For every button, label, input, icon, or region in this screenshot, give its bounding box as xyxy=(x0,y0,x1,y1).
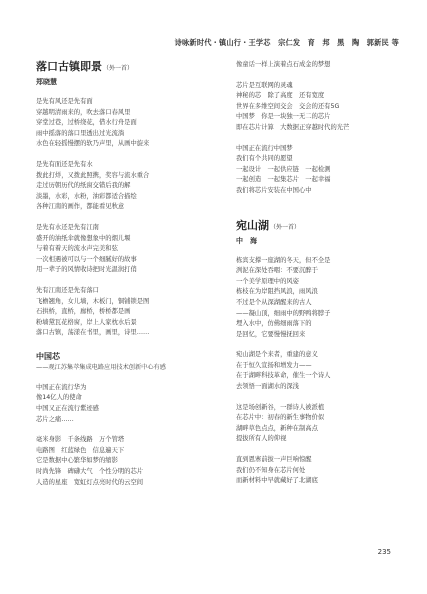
poem-line: 中国梦 你是一块独一无二的芯片 xyxy=(236,113,331,121)
stanza xyxy=(236,144,406,197)
running-header: 诗咏新时代・镇山行・王学芯 宗仁发 育 邦 黑 陶 郭新民 等 xyxy=(174,38,399,47)
poem-line: 世界在多维空间交会 交会的还有5G xyxy=(236,102,340,110)
poem-line: 像14亿人的使命 xyxy=(36,394,82,402)
poem-line: 中国又正在流行紫迹感 xyxy=(36,405,99,413)
poem-line: 毫米身影 千条线路 万个管塔 xyxy=(36,436,125,444)
poem-line: 它是数据中心繁华如梦的缩影 xyxy=(36,457,118,465)
poem-subtitle: ——观江苏集萃集成电路应用技术创新中心有感 xyxy=(36,363,166,371)
poem-line: 在于湖畔科技革命，催生一个诗人 xyxy=(236,372,331,380)
poem-line: 拨此打烊，又拨此照携，奖容与流水重合 xyxy=(36,171,150,179)
poem-line: ——凝山顶，细雨中的野鸭将脖子 xyxy=(236,309,331,317)
poem-line: 盛开的油纸伞就像想象中的烟儿堰 xyxy=(36,234,131,242)
poem-title-text: 宛山湖 xyxy=(236,218,269,232)
stanza xyxy=(36,383,206,425)
poem-author: 中 海 xyxy=(236,236,257,245)
poem-china-chip xyxy=(36,351,206,488)
poem-line: 先有江南还是先有落口 xyxy=(36,286,99,294)
stanza xyxy=(36,97,206,150)
poem-line: 是先有面还是先有水 xyxy=(36,160,93,168)
poem-line: 飞檐翘角，女儿墙，木板门，铜铺锁是图 xyxy=(36,297,150,305)
poem-line: 粉墙黛瓦花格窗，岸上人家枕水后景 xyxy=(36,318,137,326)
poem-line: 电路图 红蓝绿色 信息遍天下 xyxy=(36,446,125,454)
poem-line: 提拔所有人的仰视 xyxy=(236,435,287,443)
poem-luokou xyxy=(36,60,206,339)
poem-line: 各种江南的画作，都能看见秋意 xyxy=(36,203,125,211)
poem-title-text: 落口古镇即景 xyxy=(36,60,102,73)
poem-line: 是回忆，它要慢慢抚回来 xyxy=(236,330,306,338)
poem-line: 我们有个共同的愿望 xyxy=(236,155,293,163)
poem-line: 我们将芯片安装在中国心中 xyxy=(236,186,312,194)
poem-title xyxy=(236,219,406,235)
right-column xyxy=(236,60,406,487)
poem-line: 不过是个从深湖醒来的古人 xyxy=(236,298,312,306)
poem-line: 而新材料中早就藏好了北湖底 xyxy=(236,477,318,485)
poem-line: 时尚先锋 碑礴大气 个性分明的芯片 xyxy=(36,468,144,476)
poem-line: 直到恩寨前拔一声巨响惊醒 xyxy=(236,456,312,464)
poem-line: 穿越明清雨来的，吹去落口春风里 xyxy=(36,108,131,116)
poem-title xyxy=(36,60,206,76)
poem-line: 湖畔草色点点，新种在制高点 xyxy=(236,424,318,432)
poem-line: 水色在轻摇慢摆的软乃声里，从画中旋来 xyxy=(36,140,150,148)
poem-line: 用一辈子的风情收诗把时光温润打俏 xyxy=(36,266,137,274)
poem-china-chip-continued xyxy=(236,60,406,197)
poem-wanshan-lake xyxy=(236,219,406,487)
poem-line: 栋枝在为岸阻挡风浪，雨风浪 xyxy=(236,288,318,296)
stanza xyxy=(236,403,406,445)
stanza xyxy=(236,350,406,392)
poem-line: 雨中摇落的落口里透出过光流淌 xyxy=(36,129,125,137)
stanza xyxy=(236,81,406,134)
stanza xyxy=(36,223,206,276)
poem-line: 中国正在流行中国梦 xyxy=(236,144,293,152)
poem-line: 石拱桥，直桥，廊桥，桥桥都是画 xyxy=(36,308,131,316)
stanza xyxy=(36,286,206,339)
poem-line: 一起创造 一起集芯片 一起幸福 xyxy=(236,176,331,184)
poem-author: 郑晓慧 xyxy=(36,78,57,86)
poem-line: 中国正在流行华为 xyxy=(36,383,87,391)
poem-line: 埋入水中，仿佛细雨落下的 xyxy=(236,320,312,328)
poem-line: 在芯片中：初春的新生事物价似 xyxy=(236,414,325,422)
stanza xyxy=(36,160,206,213)
stanza xyxy=(236,455,406,487)
poem-line: 一起设计 一起供应链 一起检测 xyxy=(236,165,331,173)
poem-line: 芯片之痛…… xyxy=(36,415,74,423)
poem-line: 在于恒久宣扬和增发力—— xyxy=(236,361,312,369)
poem-line: 是先有风还是先有面 xyxy=(36,98,93,105)
stanza xyxy=(236,256,406,341)
poem-line: 落口古镇，荡漾在书里，画里，诗里…… xyxy=(36,329,150,337)
poem-line: 与着有着天的流水声完美和弦 xyxy=(36,245,118,253)
poem-line: 走过历朝历代的纸窗交错后我的解 xyxy=(36,182,131,190)
poem-line: 人造的星座 宽虹灯点亮时代的云空间 xyxy=(36,478,144,486)
poem-line: 这是场创新谷，一群诗人被派植 xyxy=(236,403,325,411)
poem-line: 洌泥在深处吞咽：不要沉醉于 xyxy=(236,267,318,275)
stanza xyxy=(36,435,206,488)
poem-line: 即在芯片计算 大数据正穿越时代的光芒 xyxy=(236,123,350,131)
stanza xyxy=(236,60,406,71)
poem-line: 一个美学原理中的风姿 xyxy=(236,277,299,285)
poem-line: 一次相遇被可以与一个细腻好的故事 xyxy=(36,255,137,263)
poem-line: 宛山湖是个来者，重建的意义 xyxy=(236,351,318,359)
poem-line: 穿堂过巷，过桥绕花，借水行舟是面 xyxy=(36,119,137,127)
page-number: 235 xyxy=(377,548,391,556)
poem-line: 芯片是互联网的灵魂 xyxy=(236,81,293,89)
poem-line: 像童话一样上演着点石成金的梦想 xyxy=(236,61,331,68)
poem-line: 是先有水还是先有江南 xyxy=(36,223,99,231)
poem-line: 淡墨，水彩，水粉，油彩都适合描绘 xyxy=(36,192,137,200)
poem-line: 神秘的芯 除了高度 还有宽度 xyxy=(236,92,325,100)
poem-line: 我们仍不知身在芯片何处 xyxy=(236,466,306,474)
poem-line: 去领悟一面湖水的深浅 xyxy=(236,383,299,391)
left-column xyxy=(36,60,206,488)
poem-line: 栋宾支撑一座湖的冬天，但不全是 xyxy=(236,256,331,264)
poem-title: 中国芯 xyxy=(36,351,60,361)
poem-title-note: （外一首） xyxy=(103,65,134,72)
poem-title-note: （外一首） xyxy=(270,223,301,231)
